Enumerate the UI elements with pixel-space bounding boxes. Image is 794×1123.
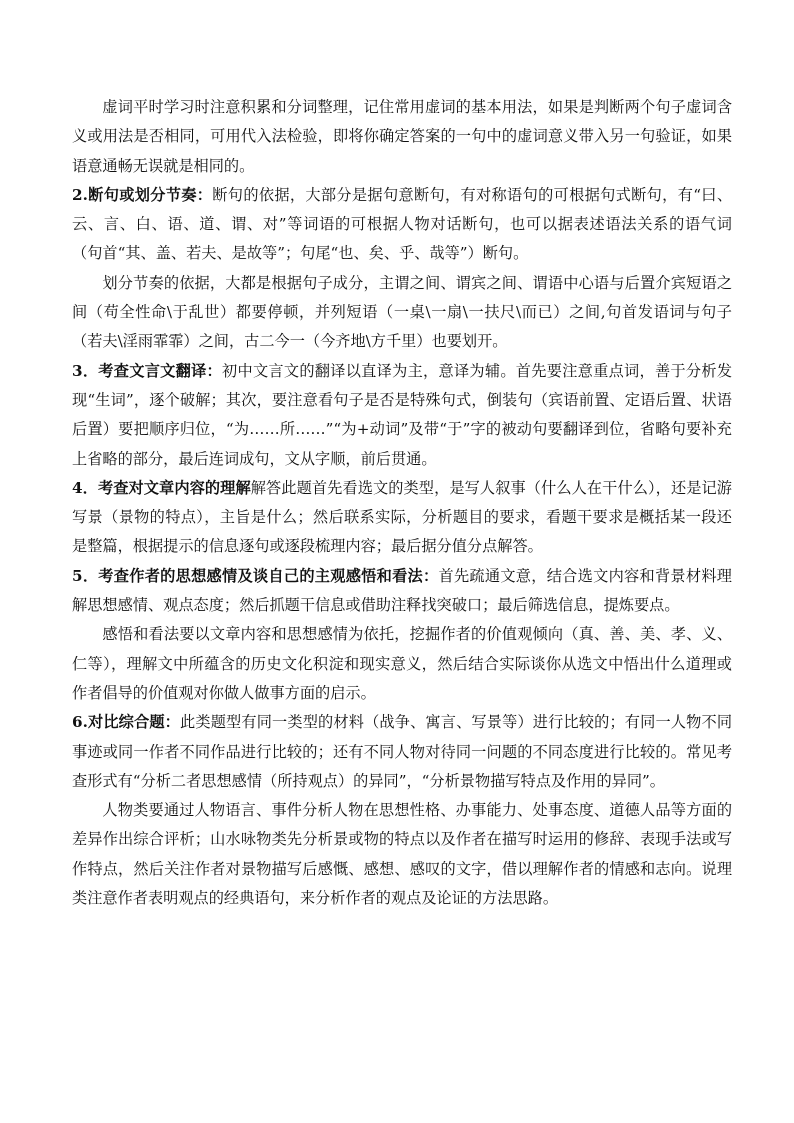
paragraph-rhythm-division	[72, 269, 732, 357]
paragraph-text: 划分节奏的依据，大都是根据句子成分，主谓之间、谓宾之间、谓语中心语与后置介宾短语之间（苟全性命\于乱世）都要停顿，并列短语（一桌\一扇\一扶尺\而已）之间,句首发语词与句子（若夫\淫雨霏霏）之间，古二今一（今齐地\方千里）也要划开。	[72, 273, 732, 351]
paragraph-text: 虚词平时学习时注意积累和分词整理，记住常用虚词的基本用法，如果是判断两个句子虚词含义或用法是否相同，可用代入法检验，即将你确定答案的一句中的虚词意义带入另一句验证，如果语意通畅无误就是相同的。	[72, 98, 732, 175]
paragraph-insights	[72, 620, 732, 708]
paragraph-comparison-detail	[72, 796, 732, 913]
paragraph-author-feelings	[72, 562, 732, 621]
paragraph-text: 此类题型有同一类型的材料（战争、寓言、写景等）进行比较的；有同一人物不同事迹或同一作者不同作品进行比较的；还有不同人物对待同一问题的不同态度进行比较的。常见考查形式有“分析二者思想感情（所持观点）的异同”，“分析景物描写特点及作用的异同”。	[72, 713, 733, 790]
paragraph-translation	[72, 357, 732, 474]
section-heading-3: 3．考查文言文翻译：	[72, 361, 223, 380]
document-body	[72, 93, 732, 913]
paragraph-text: 初中文言文的翻译以直译为主，意译为辅。首先要注意重点词，善于分析发现“生词”，逐个破解；其次，要注意看句子是否是特殊句式，倒装句（宾语前置、定语后置、状语后置）要把顺序归位，“为……所……”“为+动词”及带“于”字的被动句要翻译到位，省略句要补充上省略的部分，最后连词成句，文从字顺，前后贯通。	[72, 361, 733, 468]
section-heading-5: 5．考查作者的思想感情及谈自己的主观感悟和看法：	[72, 566, 439, 585]
paragraph-content-understanding	[72, 474, 732, 562]
paragraph-text: 人物类要通过人物语言、事件分析人物在思想性格、办事能力、处事态度、道德人品等方面的差异作出综合评析；山水咏物类先分析景或物的特点以及作者在描写时运用的修辞、表现手法或写作特点，然后关注作者对景物描写后感慨、感想、感叹的文字，借以理解作者的情感和志向。说理类注意作者表明观点的经典语句，来分析作者的观点及论证的方法思路。	[72, 801, 732, 908]
paragraph-text: 解答此题首先看选文的类型，是写人叙事（什么人在干什么），还是记游写景（景物的特点），主旨是什么；然后联系实际，分析题目的要求，看题干要求是概括某一段还是整篇，根据提示的信息逐句或逐段梳理内容；最后据分值分点解答。	[72, 478, 732, 556]
paragraph-function-words	[72, 93, 732, 181]
section-heading-2: 2.断句或划分节奏：	[72, 185, 213, 204]
section-heading-6: 6.对比综合题：	[72, 713, 181, 732]
paragraph-text: 感悟和看法要以文章内容和思想感情为依托，挖掘作者的价值观倾向（真、善、美、孝、义、仁等），理解文中所蕴含的历史文化积淀和现实意义，然后结合实际谈你从选文中悟出什么道理或作者倡导的价值观对你做人做事方面的启示。	[72, 625, 732, 702]
paragraph-text: 首先疏通文意，结合选文内容和背景材料理解思想感情、观点态度；然后抓题干信息或借助注释找突破口；最后筛选信息，提炼要点。	[72, 566, 732, 615]
paragraph-comparison	[72, 708, 732, 796]
paragraph-text: 断句的依据，大部分是据句意断句，有对称语句的可根据句式断句，有“曰、云、言、白、语、道、谓、对”等词语的可根据人物对话断句，也可以据表述语法关系的语气词（句首“其、盖、若夫、是故等”；句尾“也、矣、乎、哉等”）断句。	[72, 185, 733, 263]
paragraph-sentence-breaking	[72, 181, 732, 269]
section-heading-4: 4．考查对文章内容的理解	[72, 478, 251, 497]
